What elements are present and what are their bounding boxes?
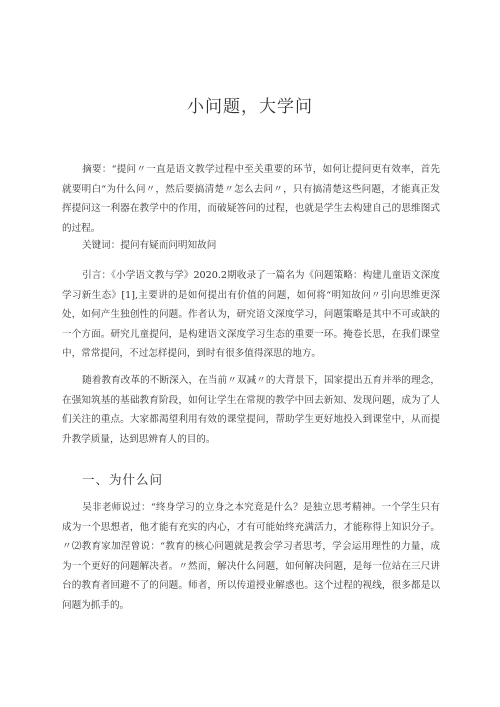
abstract-paragraph [62, 160, 440, 238]
paper-title: 小问题，大学问 [187, 97, 313, 117]
keywords-paragraph [62, 236, 440, 256]
keywords-text: 关键词：提问有疑而问明知故问 [82, 240, 217, 251]
reform-text: 随着教育改革的不断深入，在当前〃双减〃的大背景下，国家提出五育并举的理念，在强知筑基的基础教育阶段，如何让学生在常规的教学中回去新知、发现问题，成为了人们关注的重点。大家都渴望利用有效的课堂提问，帮助学生更好地投入到课堂中，从而提升教学质量，达到思辨育人的目的。 [62, 375, 440, 445]
reform-paragraph [62, 371, 440, 449]
section-paragraph [62, 498, 440, 615]
section-text: 吴非老师说过：“终身学习的立身之本究竟是什么？是独立思考精神。一个学生只有成为一个思想者，他才能有充实的内心，才有可能始终充满活力，才能称得上知识分子。〃⑵教育家加涅曾说：“教育的核心问题就是教会学习者思考，学会运用理性的力量，成为一个更好的问题解决者。〃然而，解决什么问题，如何解决问题，是每一位站在三尺讲台的教育者回避不了的问题。师者，所以传道授业解惑也。这个过程的视线，很多都是以问题为抓手的。 [62, 502, 440, 611]
section-heading: 一、为什么问 [82, 472, 164, 487]
abstract-text: 摘要：“提问〃一直是语文教学过程中至关重要的环节，如何让提问更有效率，首先就要明白“为什么问〃，然后要搞清楚〃怎么去问〃，只有搞清楚这些问题，才能真正发挥提问这一利器在教学中的作用，而破疑答问的过程，也就是学生去构建自己的思维图式的过程。 [62, 164, 440, 234]
intro-paragraph [62, 266, 440, 364]
intro-text: 引言：《小学语文教与学》2020.2期收录了一篇名为《问题策略：构建儿童语文深度学习新生态》[1],主要讲的是如何提出有价值的问题，如何将“明知故问〃引向思维更深处，如何产生独创性的问题。作者认为，研究语文深度学习，问题策略是其中不可或缺的一个方面。研究儿童提问，是构建语文深度学习生态的重要一环。掩卷长思，在我们课堂中，常常提问，不过怎样提问，到时有很多值得深思的地方。 [62, 270, 440, 359]
